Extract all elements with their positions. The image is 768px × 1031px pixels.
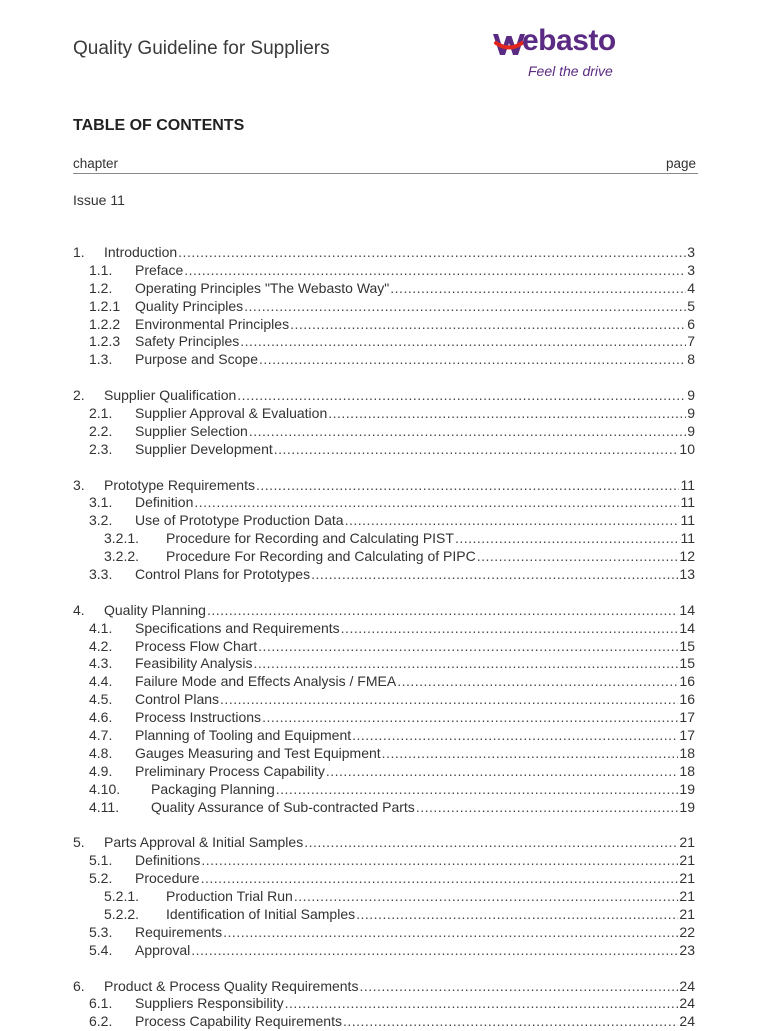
entry-number: 2.1.: [89, 405, 113, 422]
toc-entry[interactable]: [73, 709, 695, 727]
toc-entry[interactable]: [73, 870, 695, 888]
entry-page: 6: [687, 315, 695, 332]
toc-entry[interactable]: [73, 316, 695, 334]
entry-number: 3.: [73, 476, 85, 493]
entry-number: 4.: [73, 601, 85, 618]
toc-entry[interactable]: [73, 655, 695, 673]
toc-column-header: [73, 156, 698, 174]
dot-leader: [290, 316, 686, 334]
entry-number: 5.: [73, 834, 85, 851]
toc-entry[interactable]: [73, 280, 695, 298]
entry-number: 3.1.: [89, 494, 113, 511]
toc-entry[interactable]: [73, 1013, 695, 1031]
entry-page: 8: [687, 351, 695, 368]
entry-title: Supplier Approval & Evaluation: [135, 405, 328, 422]
entry-title: Suppliers Responsibility: [135, 995, 284, 1012]
toc-entry[interactable]: [73, 423, 695, 441]
dot-leader: [356, 906, 678, 924]
entry-number: 5.2.: [89, 870, 113, 887]
page-column-label: page: [665, 156, 696, 171]
entry-title: Control Plans: [135, 691, 220, 708]
entry-number: 4.3.: [89, 655, 113, 672]
entry-page: 11: [680, 530, 695, 547]
toc-entry[interactable]: [73, 244, 695, 262]
entry-page: 18: [679, 744, 695, 761]
entry-page: 17: [679, 727, 695, 744]
entry-number: 1.2.3: [89, 333, 121, 350]
entry-number: 1.2.2: [89, 315, 121, 332]
entry-number: 4.8.: [89, 744, 113, 761]
entry-title: Procedure: [135, 870, 200, 887]
dot-leader: [382, 745, 679, 763]
dot-leader: [244, 298, 686, 316]
entry-title: Operating Principles "The Webasto Way": [135, 279, 390, 296]
toc-entry[interactable]: [73, 906, 695, 924]
entry-number: 1.1.: [89, 261, 113, 278]
entry-page: 24: [679, 977, 695, 994]
entry-number: 4.11.: [89, 798, 120, 815]
entry-title: Production Trial Run: [166, 888, 293, 905]
entry-title: Definitions: [135, 852, 201, 869]
toc-entry[interactable]: [73, 781, 695, 799]
entry-title: Use of Prototype Production Data: [135, 512, 344, 529]
webasto-w-logo-icon: [492, 30, 526, 58]
dot-leader: [240, 333, 686, 351]
entry-page: 15: [679, 637, 695, 654]
toc-entry[interactable]: [73, 333, 695, 351]
toc-entry[interactable]: [73, 888, 695, 906]
entry-page: 11: [680, 494, 695, 511]
entry-page: 21: [679, 905, 695, 922]
dot-leader: [274, 441, 679, 459]
entry-title: Preface: [135, 261, 184, 278]
entry-page: 9: [687, 405, 695, 422]
entry-page: 11: [680, 512, 695, 529]
chapter-column-label: chapter: [73, 156, 119, 171]
entry-page: 14: [679, 601, 695, 618]
entry-number: 4.9.: [89, 762, 113, 779]
entry-number: 5.4.: [89, 941, 113, 958]
entry-title: Process Instructions: [135, 709, 262, 726]
dot-leader: [341, 620, 679, 638]
dot-leader: [259, 351, 686, 369]
toc-entry[interactable]: [73, 942, 695, 960]
entry-number: 1.2.1: [89, 297, 121, 314]
entry-title: Quality Assurance of Sub-contracted Parts: [151, 798, 415, 815]
entry-number: 3.2.1.: [104, 530, 140, 547]
entry-title: Definition: [135, 494, 194, 511]
webasto-logo: [492, 26, 688, 82]
entry-title: Product & Process Quality Requirements: [104, 977, 359, 994]
toc-list: [73, 244, 695, 1031]
dot-leader: [328, 405, 686, 423]
toc-entry[interactable]: [73, 834, 695, 852]
dot-leader: [311, 566, 678, 584]
entry-title: Parts Approval & Initial Samples: [104, 834, 304, 851]
entry-page: 17: [679, 709, 695, 726]
entry-title: Process Capability Requirements: [135, 1013, 342, 1030]
entry-number: 5.3.: [89, 923, 113, 940]
entry-title: Introduction: [104, 244, 178, 260]
entry-page: 11: [680, 476, 695, 493]
entry-number: 4.2.: [89, 637, 113, 654]
entry-number: 6.: [73, 977, 85, 994]
entry-page: 12: [679, 548, 695, 565]
toc-entry[interactable]: [73, 924, 695, 942]
entry-page: 5: [687, 297, 695, 314]
entry-title: Failure Mode and Effects Analysis / FMEA: [135, 673, 397, 690]
entry-number: 5.1.: [89, 852, 113, 869]
entry-page: 19: [679, 798, 695, 815]
entry-page: 15: [679, 655, 695, 672]
dot-leader: [455, 530, 680, 548]
dot-leader: [262, 709, 678, 727]
toc-entry[interactable]: [73, 566, 695, 584]
dot-leader: [390, 280, 686, 298]
toc-entry[interactable]: [73, 262, 695, 280]
dot-leader: [326, 763, 679, 781]
dot-leader: [201, 852, 678, 870]
entry-title: Safety Principles: [135, 333, 240, 350]
dot-leader: [416, 799, 679, 817]
toc-entry[interactable]: [73, 512, 695, 530]
entry-title: Planning of Tooling and Equipment: [135, 727, 352, 744]
dot-leader: [397, 673, 678, 691]
dot-leader: [258, 638, 678, 656]
entry-page: 21: [679, 834, 695, 851]
entry-number: 4.6.: [89, 709, 113, 726]
entry-number: 3.3.: [89, 566, 113, 583]
entry-page: 24: [679, 1013, 695, 1030]
toc-entry[interactable]: [73, 638, 695, 656]
entry-number: 4.7.: [89, 727, 113, 744]
entry-number: 3.2.: [89, 512, 113, 529]
entry-page: 21: [679, 852, 695, 869]
toc-entry[interactable]: [73, 387, 695, 405]
entry-number: 4.10.: [89, 780, 121, 797]
entry-page: 24: [679, 995, 695, 1012]
entry-number: 2.3.: [89, 440, 113, 457]
entry-number: 6.2.: [89, 1013, 113, 1030]
entry-title: Packaging Planning: [151, 780, 275, 797]
entry-page: 9: [687, 422, 695, 439]
logo-wordmark: ebasto: [522, 24, 616, 57]
toc-entry[interactable]: [73, 673, 695, 691]
entry-title: Quality Planning: [104, 601, 206, 618]
entry-page: 23: [679, 941, 695, 958]
toc-entry[interactable]: [73, 620, 695, 638]
entry-title: Quality Principles: [135, 297, 244, 314]
entry-page: 19: [679, 780, 695, 797]
entry-title: Gauges Measuring and Test Equipment: [135, 744, 381, 761]
issue-label: Issue 11: [73, 192, 125, 208]
document-title: Quality Guideline for Suppliers: [73, 38, 330, 59]
entry-title: Environmental Principles: [135, 315, 290, 332]
toc-entry[interactable]: [73, 978, 695, 996]
entry-page: 22: [679, 923, 695, 940]
toc-entry[interactable]: [73, 405, 695, 423]
entry-number: 4.4.: [89, 673, 113, 690]
toc-entry[interactable]: [73, 548, 695, 566]
dot-leader: [201, 870, 679, 888]
dot-leader: [294, 888, 679, 906]
dot-leader: [220, 691, 678, 709]
entry-page: 4: [687, 279, 695, 296]
entry-page: 3: [687, 261, 695, 278]
entry-title: Procedure For Recording and Calculating of PIPC: [166, 548, 476, 565]
entry-title: Requirements: [135, 923, 223, 940]
entry-number: 6.1.: [89, 995, 113, 1012]
entry-page: 21: [679, 870, 695, 887]
dot-leader: [178, 244, 686, 262]
entry-title: Supplier Development: [135, 440, 273, 457]
toc-heading: TABLE OF CONTENTS: [73, 117, 245, 134]
entry-page: 9: [687, 387, 695, 404]
dot-leader: [249, 423, 686, 441]
toc-entry[interactable]: [73, 852, 695, 870]
entry-title: Identification of Initial Samples: [166, 905, 356, 922]
toc-entry[interactable]: [73, 298, 695, 316]
entry-page: 14: [679, 619, 695, 636]
dot-leader: [194, 494, 679, 512]
dot-leader: [223, 924, 678, 942]
entry-title: Supplier Qualification: [104, 387, 237, 404]
entry-title: Supplier Selection: [135, 422, 248, 439]
dot-leader: [359, 978, 678, 996]
toc-entry[interactable]: [73, 530, 695, 548]
entry-title: Control Plans for Prototypes: [135, 566, 311, 583]
dot-leader: [304, 834, 678, 852]
entry-page: 21: [679, 888, 695, 905]
entry-page: 18: [679, 762, 695, 779]
entry-title: Purpose and Scope: [135, 351, 258, 368]
entry-number: 5.2.2.: [104, 905, 140, 922]
entry-title: Approval: [135, 941, 191, 958]
toc-entry[interactable]: [73, 477, 695, 495]
dot-leader: [345, 512, 680, 530]
entry-number: 4.5.: [89, 691, 113, 708]
dot-leader: [237, 387, 686, 405]
entry-title: Prototype Requirements: [104, 476, 255, 493]
dot-leader: [343, 1013, 678, 1031]
entry-number: 3.2.2.: [104, 548, 140, 565]
entry-page: 16: [679, 673, 695, 690]
toc-entry[interactable]: [73, 602, 695, 620]
entry-number: 1.3.: [89, 351, 113, 368]
entry-page: 3: [687, 244, 695, 260]
entry-title: Specifications and Requirements: [135, 619, 340, 636]
toc-entry[interactable]: [73, 995, 695, 1013]
dot-leader: [207, 602, 678, 620]
dot-leader: [191, 942, 678, 960]
entry-number: 2.: [73, 387, 85, 404]
toc-entry[interactable]: [73, 441, 695, 459]
toc-entry[interactable]: [73, 745, 695, 763]
toc-entry[interactable]: [73, 763, 695, 781]
dot-leader: [352, 727, 678, 745]
entry-number: 1.: [73, 244, 85, 260]
dot-leader: [256, 477, 679, 495]
dot-leader: [184, 262, 686, 280]
toc-entry[interactable]: [73, 351, 695, 369]
toc-entry[interactable]: [73, 799, 695, 817]
entry-title: Feasibility Analysis: [135, 655, 253, 672]
dot-leader: [276, 781, 679, 799]
entry-number: 2.2.: [89, 422, 113, 439]
entry-page: 16: [679, 691, 695, 708]
entry-title: Procedure for Recording and Calculating PIST: [166, 530, 454, 547]
entry-page: 13: [679, 566, 695, 583]
dot-leader: [477, 548, 679, 566]
entry-number: 4.1.: [89, 619, 113, 636]
entry-page: 10: [679, 440, 695, 457]
dot-leader: [254, 655, 679, 673]
dot-leader: [285, 995, 679, 1013]
logo-tagline: Feel the drive: [528, 63, 613, 79]
entry-number: 5.2.1.: [104, 888, 140, 905]
entry-number: 1.2.: [89, 279, 113, 296]
entry-page: 7: [687, 333, 695, 350]
entry-title: Process Flow Chart: [135, 637, 258, 654]
entry-title: Preliminary Process Capability: [135, 762, 325, 779]
toc-entry[interactable]: [73, 691, 695, 709]
toc-entry[interactable]: [73, 727, 695, 745]
toc-entry[interactable]: [73, 494, 695, 512]
